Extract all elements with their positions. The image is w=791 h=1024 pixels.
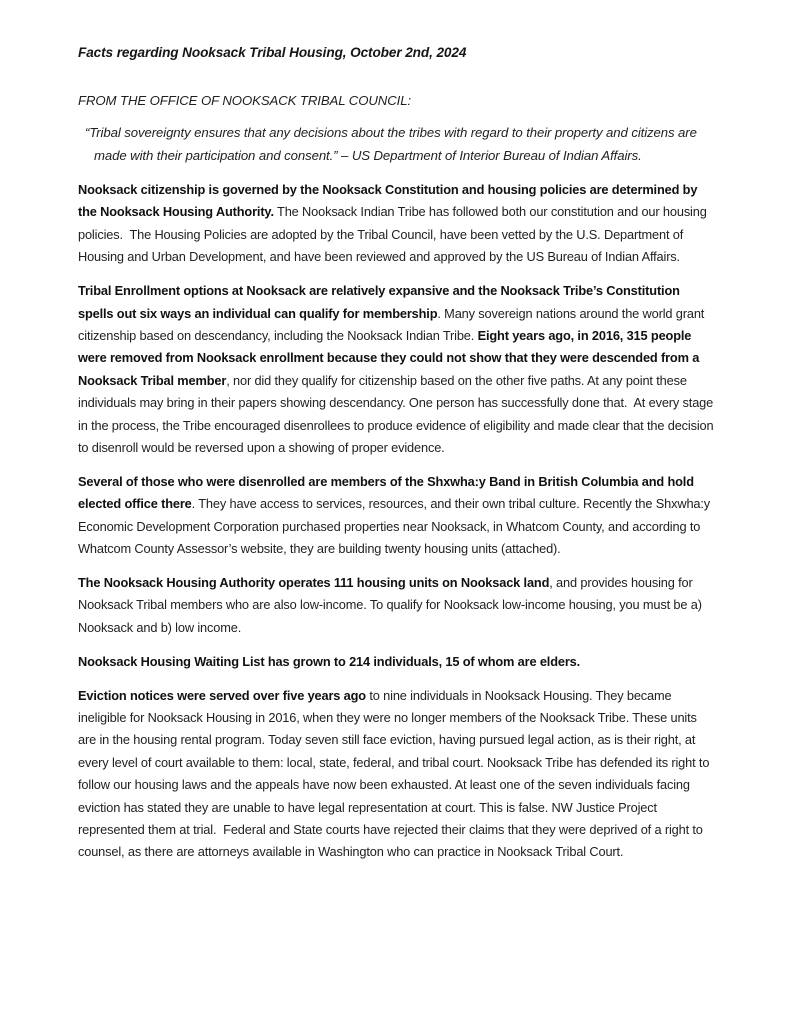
paragraph-run: Several of those who were disenrolled are members of the Shxwha:y Band in British Columbia and hold elected office there <box>78 473 698 512</box>
from-office-line: FROM THE OFFICE OF NOOKSACK TRIBAL COUNCIL: <box>78 93 411 108</box>
paragraph-run: to nine individuals in Nooksack Housing. They became ineligible for Nooksack Housing in 2016, when they were no longer members of the Nooksack Tribe. These units are in the housing rental program. Today seven still face eviction, having pursued legal action, as is their right, at every level of court available to them: local, state, federal, and tribal court. Nooksack Tribe has defended its right to follow our housing laws and the appeals have now been exhausted. At least one of the seven individuals facing eviction has stated they are unable to have legal representation at court. This is false. NW Justice Project represented them at trial. Federal and State courts have rejected their claims that they were deprived of a right to counsel, as there are attorneys available in Washington who can practice in Nooksack Tribal Court. <box>78 687 713 860</box>
paragraph-waiting-list <box>78 651 715 673</box>
paragraph-run: . They have access to services, resources, and their own tribal culture. Recently the Shxwha:y Economic Development Corporation purchased properties near Nooksack, in Whatcom County, and according to Whatcom County Assessor’s website, they are building twenty housing units (attached). <box>78 496 714 557</box>
paragraph-run: Eight years ago, in 2016, 315 people were removed from Nooksack enrollment because they could not show that they were descended from a Nooksack Tribal member <box>78 327 703 388</box>
paragraph-run: The Nooksack Housing Authority operates 111 housing units on Nooksack land <box>78 575 550 590</box>
paragraph-run: Tribal Enrollment options at Nooksack are relatively expansive and the Nooksack Tribe’s Constitution spells out six ways an individual can qualify for membership <box>78 283 684 321</box>
paragraph-housing-units <box>78 572 715 639</box>
paragraph-run: , and provides housing for Nooksack Tribal members who are also low-income. To qualify for Nooksack low-income housing, you must be a) Nooksack and b) low income. <box>78 575 706 635</box>
paragraph-shxwhay <box>78 471 715 561</box>
document-title: Facts regarding Nooksack Tribal Housing, October 2nd, 2024 <box>78 45 467 60</box>
paragraph-run: The Nooksack Indian Tribe has followed both our constitution and our housing policies. The Housing Policies are adopted by the Tribal Council, have been vetted by the U.S. Department of Housing and Urban Development, and have been reviewed and approved by the US Bureau of Indian Affairs. <box>78 204 711 265</box>
paragraph-run: Nooksack citizenship is governed by the Nooksack Constitution and housing policies are determined by the Nooksack Housing Authority. <box>78 182 701 220</box>
sovereignty-quote: “Tribal sovereignty ensures that any decisions about the tribes with regard to their property and citizens are made with their participation and consent.” – US Department of Interior Bureau of Indian Affairs. <box>85 125 701 163</box>
paragraph-run: Nooksack Housing Waiting List has grown to 214 individuals, 15 of whom are elders. <box>78 653 581 669</box>
paragraph-eviction <box>78 685 715 864</box>
paragraph-run: Eviction notices were served over five years ago <box>78 687 366 703</box>
paragraph-run: . Many sovereign nations around the world grant citizenship based on descendancy, including the Nooksack Indian Tribe. <box>78 305 708 343</box>
paragraph-citizenship <box>78 179 715 269</box>
paragraph-run: , nor did they qualify for citizenship based on the other five paths. At any point these individuals may bring in their papers showing descendancy. One person has successfully done that. At every stage in the process, the Tribe encouraged disenrollees to produce evidence of eligibility and made clear that the decision to disenroll would be reversed upon a showing of proper evidence. <box>78 372 717 455</box>
paragraph-enrollment <box>78 280 715 459</box>
